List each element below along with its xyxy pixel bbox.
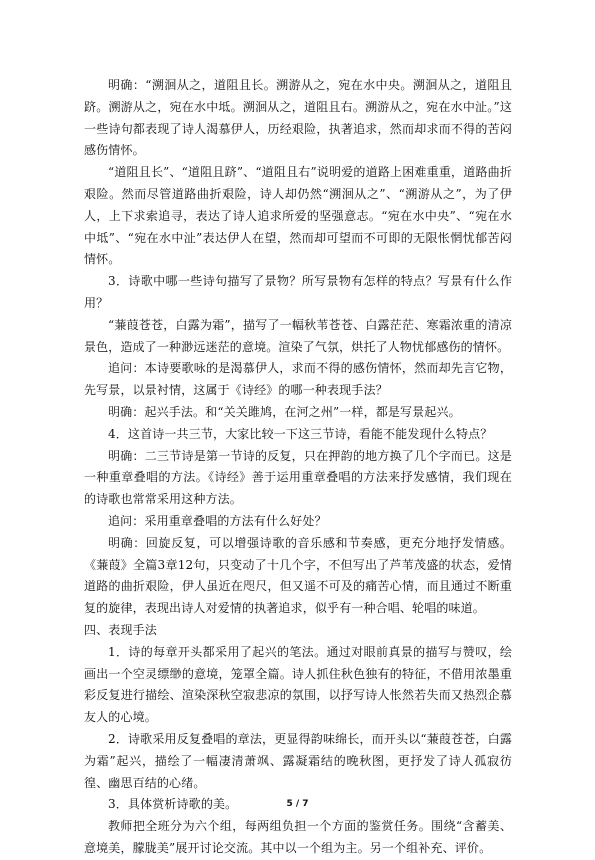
- question-4: 4．这首诗一共三节，大家比较一下这三节诗，看能不能发现什么特点？: [108, 426, 493, 441]
- question-3: 3．诗歌中哪一些诗句描写了景物？所写景物有怎样的特点？写景有什么作用？: [84, 274, 512, 310]
- section-heading-techniques: 四、表现手法: [84, 622, 157, 637]
- answer-repetition: 明确：二三节诗是第一节诗的反复，只在押韵的地方换了几个字而已。这是一种重章叠唱的方法。《诗经》善于运用重章叠唱的方法来抒发感情，我们现在的诗歌也常常采用这种方法。: [84, 448, 512, 507]
- technique-3: 3．具体赏析诗歌的美。: [108, 797, 238, 812]
- paragraph-answer-1: 明确：“溯洄从之，道阻且长。溯游从之，宛在水中央。溯洄从之，道阻且跻。溯游从之，宛在水中坻。溯洄从之，道阻且右。溯游从之，宛在水中沚。”这一些诗句都表现了诗人渴慕伊人，历经艰险，执著追求，然而却求而不得的苦闷感伤情怀。: [84, 78, 512, 158]
- technique-2: 2．诗歌采用反复叠唱的章法，更显得韵味绵长，而开头以“蒹葭苍苍，白露为霜”起兴，描绘了一幅凄清萧飒、露凝霜结的晚秋图，更抒发了诗人孤寂彷徨、幽思百结的心绪。: [84, 731, 512, 790]
- page-number: 5 / 7: [286, 799, 309, 809]
- teacher-activity: 教师把全班分为六个组，每两组负担一个方面的鉴赏任务。围绕“含蓄美、意境美，朦胧美”展开讨论交流。其中以一个组为主。另一个组补充、评价。: [84, 819, 512, 855]
- paragraph-scenery: “蒹葭苍苍，白露为霜”，描写了一幅秋苇苍苍、白露茫茫、寒霜浓重的清凉景色，造成了一种渺远迷茫的意境。渲染了气氛，烘托了人物忧郁感伤的情怀。: [84, 317, 512, 354]
- follow-up-question-2: 追问：采用重章叠唱的方法有什么好处？: [108, 513, 327, 528]
- follow-up-question-1: 追问：本诗要歌咏的是渴慕伊人，求而不得的感伤情怀，然而却先言它物，先写景，以景衬情，这属于《诗经》的哪一种表现手法？: [84, 361, 512, 398]
- answer-xing: 明确：起兴手法。和“关关雎鸠，在河之州”一样，都是写景起兴。: [108, 404, 461, 419]
- technique-1: 1．诗的每章开头都采用了起兴的笔法。通过对眼前真景的描写与赞叹，绘画出一个空灵缥缈的意境，笼罩全篇。诗人抓住秋色独有的特征，不借用浓墨重彩反复进行描绘、渲染深秋空寂悲凉的氛围，以抒写诗人怅然若失而又热烈企慕友人的心境。: [84, 644, 512, 725]
- answer-repetition-benefit: 明确：回旋反复，可以增强诗歌的音乐感和节奏感，更充分地抒发情感。《蒹葭》全篇3章12句，只变动了十几个字，不但写出了芦苇茂盛的状态，爱情道路的曲折艰险，伊人虽近在咫尺，但又遥不可及的痛苦心情，而且通过不断重复的旋律，表现出诗人对爱情的执著追求，似乎有一种合唱、轮唱的味道。: [84, 535, 512, 616]
- page-body: [84, 75, 512, 860]
- paragraph-road-hardship: “道阻且长”、“道阻且跻”、“道阻且右”说明爱的道路上困难重重，道路曲折艰险。然而尽管道路曲折艰险，诗人却仍然“溯洄从之”、“溯游从之”，为了伊人，上下求索追寻，表达了诗人追求所爱的坚强意志。“宛在水中央”、“宛在水中坻”、“宛在水中沚”表达伊人在望，然而却可望而不可即的无限怅惘忧郁苦闷情怀。: [84, 165, 512, 267]
